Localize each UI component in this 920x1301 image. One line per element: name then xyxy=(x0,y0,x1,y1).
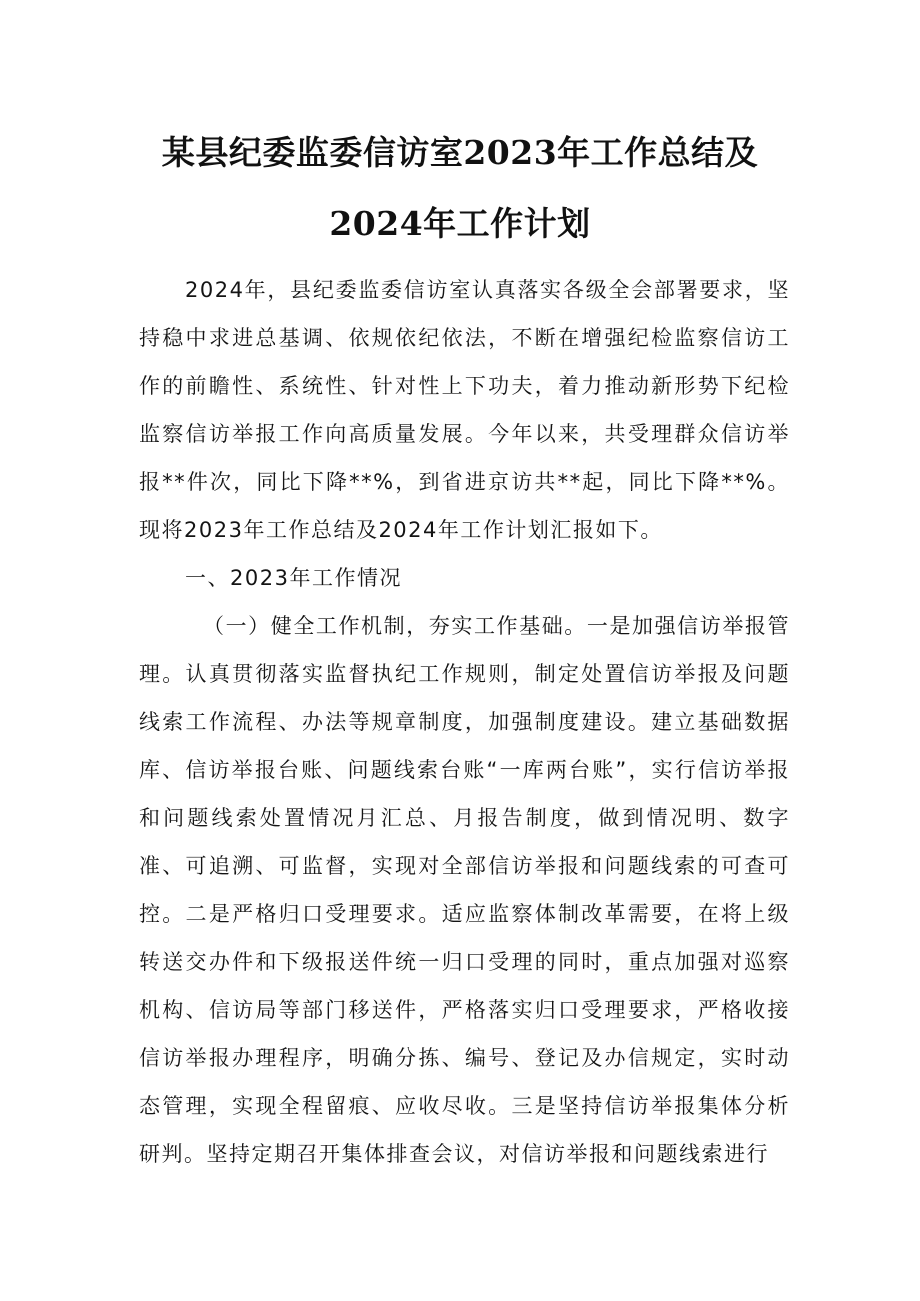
section-1-1-paragraph: （一）健全工作机制，夯实工作基础。一是加强信访举报管理。认真贯彻落实监督执纪工作规则，制定处置信访举报及问题线索工作流程、办法等规章制度，加强制度建设。建立基础数据库、信访举报台账、问题线索台账“一库两台账”，实行信访举报和问题线索处置情况月汇总、月报告制度，做到情况明、数字准、可追溯、可监督，实现对全部信访举报和问题线索的可查可控。二是严格归口受理要求。适应监察体制改革需要，在将上级转送交办件和下级报送件统一归口受理的同时，重点加强对巡察机构、信访局等部门移送件，严格落实归口受理要求，严格收接信访举报办理程序，明确分拣、编号、登记及办信规定，实时动态管理，实现全程留痕、应收尽收。三是坚持信访举报集体分析研判。坚持定期召开集体排查会议，对信访举报和问题线索进行 xyxy=(139,614,790,1166)
document-title-line-2: 2024年工作计划 xyxy=(329,204,591,243)
document-body xyxy=(139,266,790,1178)
document-title-line-1: 某县纪委监委信访室2023年工作总结及 xyxy=(161,133,759,172)
intro-paragraph: 2024年，县纪委监委信访室认真落实各级全会部署要求，坚持稳中求进总基调、依规依纪依法，不断在增强纪检监察信访工作的前瞻性、系统性、针对性上下功夫，着力推动新形势下纪检监察信访举报工作向高质量发展。今年以来，共受理群众信访举报**件次，同比下降**%，到省进京访共**起，同比下降**%。现将2023年工作总结及2024年工作计划汇报如下。 xyxy=(139,278,790,542)
section-1-heading: 一、2023年工作情况 xyxy=(185,566,402,590)
